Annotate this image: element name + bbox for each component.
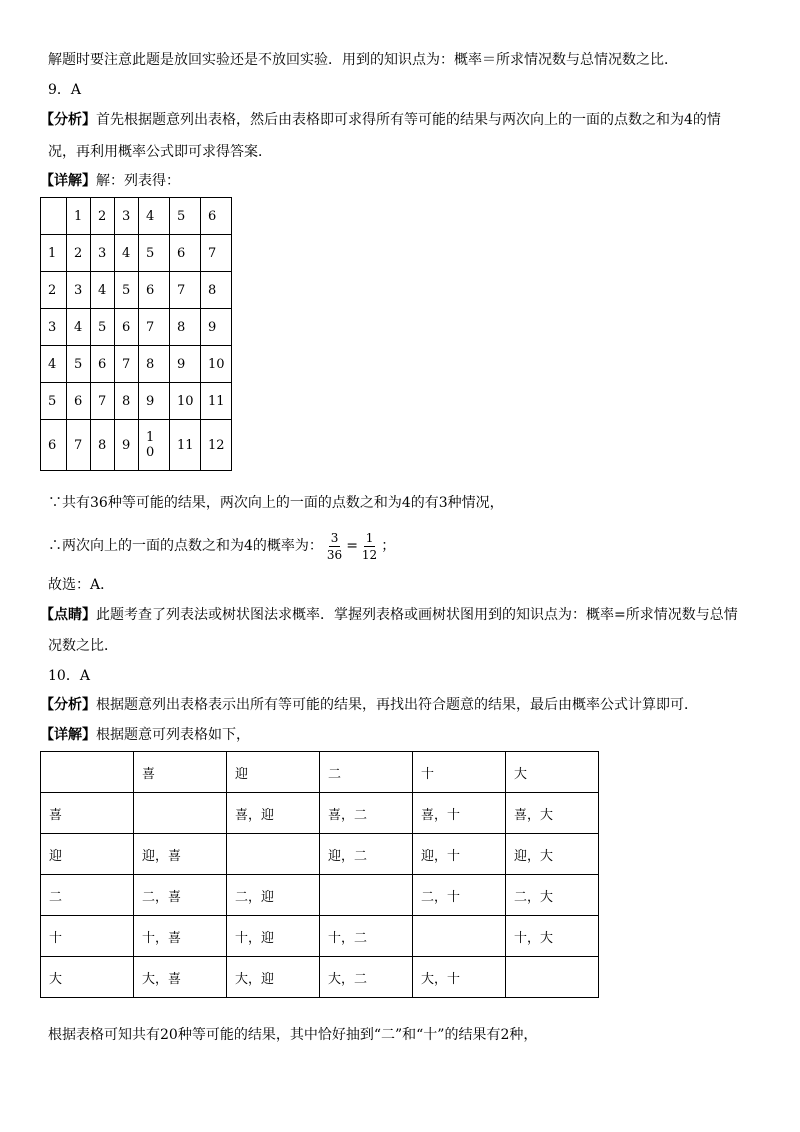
table-cell: 7	[201, 235, 232, 272]
table-row	[41, 198, 232, 235]
table-cell: 5	[67, 346, 91, 383]
q10-detail-tag: 【详解】	[40, 727, 96, 743]
table-cell: 迎，大	[506, 834, 599, 875]
intro-line: 解题时要注意此题是放回实验还是不放回实验．用到的知识点为：概率＝所求情况数与总情况数之比．	[48, 52, 678, 68]
q10-analysis-text: 根据题意列出表格表示出所有等可能的结果，再找出符合题意的结果，最后由概率公式计算即可．	[96, 697, 698, 713]
table-cell: 4	[91, 272, 115, 309]
table-cell: 大，十	[413, 957, 506, 998]
table-cell: 8	[91, 420, 115, 471]
table-cell	[413, 916, 506, 957]
table-cell	[506, 957, 599, 998]
table-cell: 十	[413, 752, 506, 793]
q9-analysis-tag: 【分析】	[40, 112, 96, 128]
fraction-1-over-12	[360, 530, 379, 563]
table-cell: 7	[67, 420, 91, 471]
q9-choice-line: 故选：A．	[48, 577, 115, 593]
q9-analysis-line-2: 况，再利用概率公式即可求得答案．	[48, 144, 272, 160]
q9-comment-text-1: 此题考查了列表法或树状图法求概率．掌握列表格或画树状图用到的知识点为：概率=所求情况数与总情	[96, 607, 738, 623]
table-cell: 5	[170, 198, 201, 235]
table-cell: 喜，大	[506, 793, 599, 834]
table-cell: 迎，二	[320, 834, 413, 875]
fraction-3-over-36	[325, 530, 344, 563]
q10-heading: 10．A	[48, 668, 90, 684]
table-cell: 4	[67, 309, 91, 346]
table-cell: 6	[170, 235, 201, 272]
table-row	[41, 793, 599, 834]
table-cell	[227, 834, 320, 875]
table-cell: 8	[115, 383, 139, 420]
table-cell: 9	[201, 309, 232, 346]
semicolon: ；	[381, 538, 396, 554]
table-cell: 5	[41, 383, 67, 420]
table-row	[41, 875, 599, 916]
table-cell: 十，喜	[134, 916, 227, 957]
table-cell: 10	[170, 383, 201, 420]
fraction-numerator: 1	[365, 530, 374, 545]
table-cell: 9	[139, 383, 170, 420]
q9-detail-line	[40, 171, 180, 191]
table-row	[41, 957, 599, 998]
table-row	[41, 272, 232, 309]
table-cell: 4	[41, 346, 67, 383]
q9-heading: 9．A	[48, 82, 82, 98]
table-cell: 大，二	[320, 957, 413, 998]
table-cell: 6	[139, 272, 170, 309]
table-cell: 3	[115, 198, 139, 235]
table-cell: 2	[91, 198, 115, 235]
table-cell: 二	[320, 752, 413, 793]
q9-detail-tag: 【详解】	[40, 173, 96, 189]
table-cell	[320, 875, 413, 916]
table-cell: 8	[139, 346, 170, 383]
q9-comment-line-1	[40, 605, 738, 625]
table-cell: 2	[67, 235, 91, 272]
q9-detail-text: 解：列表得：	[96, 173, 180, 189]
table-cell: 11	[201, 383, 232, 420]
word-pair-table	[40, 751, 599, 998]
table-cell: 喜	[134, 752, 227, 793]
table-cell: 二，喜	[134, 875, 227, 916]
table-cell: 5	[115, 272, 139, 309]
table-cell: 大	[41, 957, 134, 998]
table-cell: 十，迎	[227, 916, 320, 957]
wrapped-cell-value: 10	[146, 430, 155, 460]
table-cell: 7	[139, 309, 170, 346]
table-row	[41, 916, 599, 957]
table-cell: 4	[115, 235, 139, 272]
table-cell: 1	[41, 235, 67, 272]
table-cell: 迎，十	[413, 834, 506, 875]
table-cell: 5	[91, 309, 115, 346]
table-cell: 9	[115, 420, 139, 471]
table-cell: 6	[115, 309, 139, 346]
table-cell	[41, 198, 67, 235]
table-cell: 4	[139, 198, 170, 235]
table-row	[41, 309, 232, 346]
q10-detail-text: 根据题意可列表格如下，	[96, 727, 250, 743]
table-cell: 十	[41, 916, 134, 957]
equals-sign: =	[346, 538, 358, 554]
q9-comment-tag: 【点睛】	[40, 607, 96, 623]
q9-therefore-line	[48, 528, 395, 564]
table-cell: 二，大	[506, 875, 599, 916]
q9-analysis-text-1: 首先根据题意列出表格，然后由表格即可求得所有等可能的结果与两次向上的一面的点数之和为4的情	[96, 112, 721, 128]
table-cell: 喜	[41, 793, 134, 834]
table-cell: 大，迎	[227, 957, 320, 998]
table-cell: 喜，二	[320, 793, 413, 834]
table-cell: 迎	[41, 834, 134, 875]
table-row	[41, 383, 232, 420]
q9-because-line: ∵共有36种等可能的结果，两次向上的一面的点数之和为4的有3种情况，	[48, 495, 504, 511]
table-cell: 喜，迎	[227, 793, 320, 834]
table-cell: 大	[506, 752, 599, 793]
q10-analysis-line	[40, 695, 698, 715]
table-cell: 7	[170, 272, 201, 309]
table-cell: 9	[170, 346, 201, 383]
table-cell	[134, 793, 227, 834]
table-cell: 8	[170, 309, 201, 346]
table-row	[41, 420, 232, 471]
table-cell: 12	[201, 420, 232, 471]
q9-analysis-line-1	[40, 110, 721, 130]
table-cell: 5	[139, 235, 170, 272]
dice-sum-table	[40, 197, 232, 471]
table-cell: 十，二	[320, 916, 413, 957]
table-cell: 6	[41, 420, 67, 471]
table-cell: 8	[201, 272, 232, 309]
table-cell: 二，十	[413, 875, 506, 916]
table-row	[41, 346, 232, 383]
table-cell: 迎	[227, 752, 320, 793]
q10-analysis-tag: 【分析】	[40, 697, 96, 713]
q9-comment-line-2: 况数之比．	[48, 638, 118, 654]
table-cell	[139, 420, 170, 471]
table-cell: 7	[115, 346, 139, 383]
table-row	[41, 752, 599, 793]
table-cell: 3	[41, 309, 67, 346]
table-cell: 大，喜	[134, 957, 227, 998]
table-cell: 1	[67, 198, 91, 235]
table-cell: 11	[170, 420, 201, 471]
table-cell	[41, 752, 134, 793]
fraction-denominator: 12	[361, 547, 378, 562]
table-cell: 喜，十	[413, 793, 506, 834]
fraction-denominator: 36	[326, 547, 343, 562]
table-cell: 二，迎	[227, 875, 320, 916]
table-cell: 十，大	[506, 916, 599, 957]
fraction-numerator: 3	[330, 530, 339, 545]
q10-detail-line	[40, 725, 250, 745]
table-cell: 2	[41, 272, 67, 309]
q9-therefore-text: ∴两次向上的一面的点数之和为4的概率为：	[48, 538, 323, 554]
table-cell: 二	[41, 875, 134, 916]
q10-conclusion-line: 根据表格可知共有20种等可能的结果，其中恰好抽到“二”和“十”的结果有2种，	[48, 1027, 538, 1043]
table-cell: 7	[91, 383, 115, 420]
table-cell: 迎，喜	[134, 834, 227, 875]
table-cell: 6	[91, 346, 115, 383]
table-cell: 6	[67, 383, 91, 420]
table-cell: 3	[67, 272, 91, 309]
table-cell: 6	[201, 198, 232, 235]
table-cell: 10	[201, 346, 232, 383]
table-row	[41, 834, 599, 875]
table-row	[41, 235, 232, 272]
table-cell: 3	[91, 235, 115, 272]
